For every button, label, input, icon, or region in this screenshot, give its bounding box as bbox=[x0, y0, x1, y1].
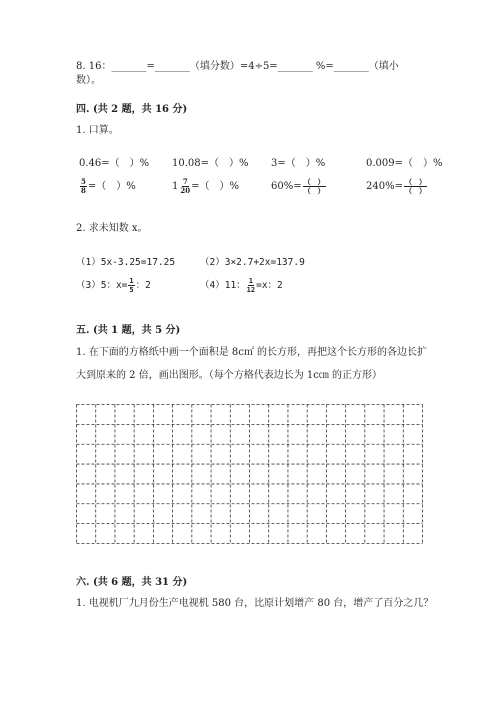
fraction bbox=[247, 277, 255, 294]
eq-pre: （3）5：x= bbox=[76, 280, 128, 291]
fraction-numerator: 5 bbox=[81, 177, 86, 186]
section5-q1-line2: 大到原来的 2 倍，画出图形。（每个方格代表边长为 1c㎝ 的正方形） bbox=[76, 370, 383, 381]
eq-post: ：2 bbox=[135, 280, 151, 291]
fraction-denominator: 12 bbox=[246, 286, 256, 294]
mental-calc-c2 bbox=[271, 178, 327, 195]
calc-pre: 240%= bbox=[366, 181, 403, 192]
q8-line1: 8. 16：_______=_______（填分数）=4÷5=_______ %=_______（填小 bbox=[76, 61, 399, 72]
eq-pre: （4）11： bbox=[200, 280, 246, 291]
fraction-denominator: 5 bbox=[129, 286, 134, 294]
fraction bbox=[303, 178, 326, 195]
fraction bbox=[180, 178, 190, 195]
section5-q1-line1: 1. 在下面的方格纸中画一个面积是 8c㎡ 的长方形，再把这个长方形的各边长扩 bbox=[76, 347, 428, 358]
mental-calc-a1: 0.46=（ ）% bbox=[79, 158, 150, 169]
eq-post: =x：2 bbox=[256, 280, 283, 291]
section6-q1: 1. 电视机厂九月份生产电视机 580 台，比原计划增产 80 台，增产了百分之几？ bbox=[76, 598, 434, 609]
mixed-number bbox=[172, 178, 191, 195]
fraction bbox=[128, 277, 134, 294]
equation-3 bbox=[76, 277, 151, 294]
fraction-numerator: （ ） bbox=[404, 177, 426, 186]
fraction-denominator: （ ） bbox=[404, 186, 426, 195]
fraction bbox=[404, 178, 427, 195]
mental-calc-d1: 0.009=（ ）% bbox=[366, 158, 443, 169]
calc-rest: =（ ）% bbox=[87, 181, 136, 192]
section4-q1-title: 1. 口算。 bbox=[76, 125, 119, 136]
mental-calc-b1: 10.08=（ ）% bbox=[172, 158, 249, 169]
fraction-numerator: 1 bbox=[248, 277, 253, 285]
section4-q2-title: 2. 求未知数 x。 bbox=[76, 223, 148, 234]
mental-calc-d2 bbox=[366, 178, 428, 195]
mixed-whole: 1 bbox=[172, 181, 179, 192]
fraction bbox=[80, 178, 87, 195]
fraction-numerator: 7 bbox=[182, 177, 188, 186]
section4-title: 四. (共 2 题，共 16 分) bbox=[76, 104, 188, 115]
calc-rest: =（ ）% bbox=[191, 181, 240, 192]
equation-2: （2）3×2.7+2x=137.9 bbox=[200, 257, 305, 268]
calc-pre: 60%= bbox=[271, 181, 302, 192]
fraction-denominator: 8 bbox=[81, 186, 86, 195]
equation-1: （1）5x-3.25=17.25 bbox=[76, 257, 176, 268]
equation-4 bbox=[200, 277, 283, 294]
fraction-denominator: 20 bbox=[180, 186, 191, 195]
mental-calc-c1: 3=（ ）% bbox=[271, 158, 326, 169]
grid-svg bbox=[76, 404, 423, 544]
section6-title: 六. (共 6 题，共 31 分) bbox=[76, 577, 188, 588]
section5-title: 五. (共 1 题，共 5 分) bbox=[76, 325, 181, 336]
q8-line2: 数）。 bbox=[76, 75, 101, 86]
mental-calc-b2 bbox=[172, 178, 239, 195]
graph-paper-grid[interactable] bbox=[76, 404, 423, 544]
mental-calc-a2 bbox=[79, 178, 136, 195]
fraction-denominator: （ ） bbox=[303, 186, 325, 195]
fraction-numerator: （ ） bbox=[303, 177, 325, 186]
fraction-numerator: 1 bbox=[129, 277, 134, 285]
